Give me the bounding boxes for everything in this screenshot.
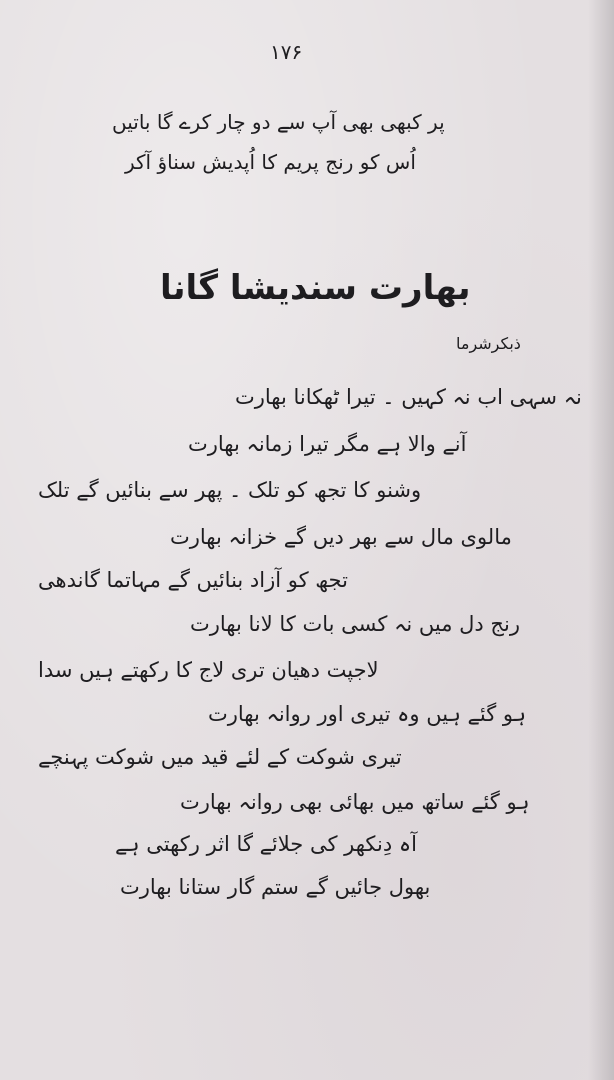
verse-line: ہو گئے ساتھ میں بھائی بھی روانہ بھارت: [180, 790, 530, 814]
poem-author: ذبکرشرما: [456, 334, 521, 353]
verse-line: بھول جائیں گے ستم گار ستانا بھارت: [120, 875, 431, 899]
verse-line: رنج دل میں نہ کسی بات کا لانا بھارت: [190, 612, 520, 636]
verse-line: تیری شوکت کے لئے قید میں شوکت پہنچے: [38, 745, 402, 769]
poem-title: بھارت سندیشا گانا: [160, 268, 471, 308]
intro-line: اُس کو رنج پریم کا اُپدیش سناؤ آکر: [125, 150, 416, 174]
verse-line: مالوی مال سے بھر دیں گے خزانہ بھارت: [170, 525, 512, 549]
page-number: ۱۷۶: [270, 40, 303, 64]
verse-line: ہو گئے ہیں وہ تیری اور روانہ بھارت: [208, 702, 527, 726]
verse-line: آہ دِنکھر کی جلائے گا اثر رکھتی ہے: [115, 832, 418, 856]
verse-line: آنے والا ہے مگر تیرا زمانہ بھارت: [188, 432, 467, 456]
intro-line: پر کبھی بھی آپ سے دو چار کرے گا باتیں: [112, 110, 445, 134]
verse-line: تجھ کو آزاد بنائیں گے مہاتما گاندھی: [38, 568, 348, 592]
verse-line: نہ سہی اب نہ کہیں ۔ تیرا ٹھکانا بھارت: [235, 385, 582, 409]
verse-line: وشنو کا تجھ کو تلک ۔ پھر سے بنائیں گے تلک: [38, 478, 422, 502]
verse-line: لاجپت دھیان تری لاج کا رکھتے ہیں سدا: [38, 658, 379, 682]
